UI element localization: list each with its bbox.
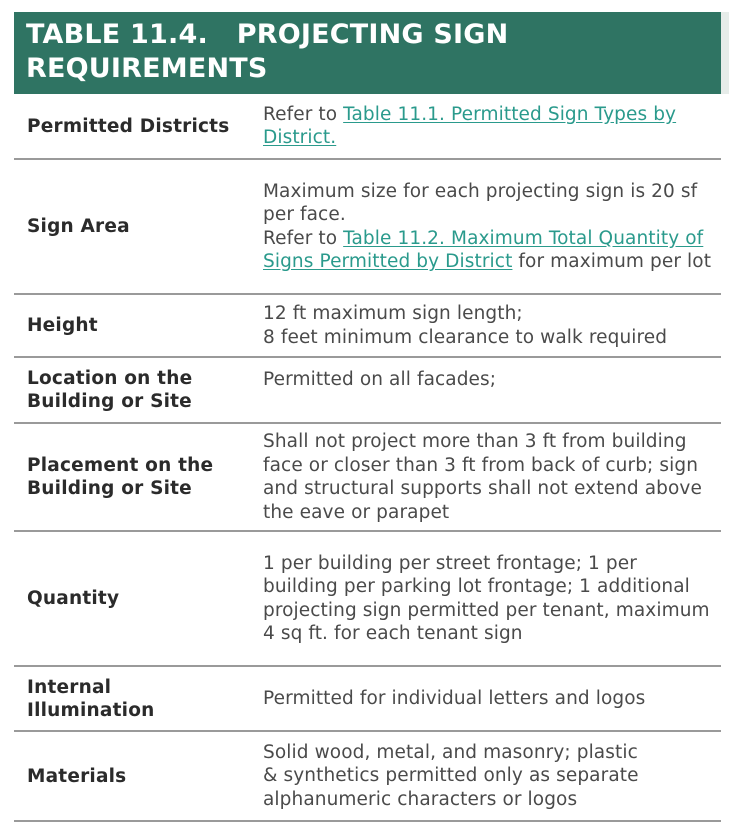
- row-label-internal-illumination: [14, 676, 263, 722]
- table-row-quantity: [14, 532, 721, 667]
- table-title-bar: [14, 12, 721, 94]
- link-table-11-2[interactable]: Table 11.2. Maximum Total Quantity of Signs Permitted by District: [263, 227, 704, 272]
- row-label-line: Building or Site: [27, 478, 192, 499]
- table-row-materials: [14, 732, 721, 822]
- row-label-line: Location on the: [27, 368, 193, 389]
- table-row-permitted-districts: [14, 94, 721, 160]
- table-row-location: [14, 358, 721, 424]
- row-content-height: [263, 302, 721, 349]
- row-text: 12 ft maximum sign length;: [263, 303, 523, 324]
- row-label-quantity: Quantity: [27, 588, 120, 609]
- row-content-permitted-districts: [263, 103, 721, 150]
- row-text: 8 feet minimum clearance to walk required: [263, 326, 668, 348]
- row-label-location: [14, 367, 263, 413]
- table-row-sign-area: [14, 160, 721, 295]
- link-table-11-1[interactable]: Table 11.1. Permitted Sign Types by District.: [263, 103, 677, 148]
- row-text: Refer to: [263, 103, 344, 125]
- table-row-internal-illumination: [14, 667, 721, 732]
- projecting-sign-table: [14, 12, 721, 822]
- row-label-line: Illumination: [27, 699, 155, 721]
- row-text: alphanumeric characters or logos: [263, 788, 578, 810]
- row-label-line: Placement on the: [27, 455, 214, 476]
- table-title-line-1: TABLE 11.4. PROJECTING SIGN: [26, 19, 509, 50]
- row-label-line: Building or Site: [27, 391, 192, 412]
- row-content-materials: [263, 741, 721, 812]
- table-row-placement: [14, 424, 721, 532]
- row-content-sign-area: [263, 180, 721, 274]
- row-text: Refer to: [263, 227, 344, 249]
- row-text: for maximum per lot: [512, 251, 712, 272]
- row-label-materials: Materials: [27, 765, 127, 787]
- row-content-location: Permitted on all facades;: [263, 369, 497, 390]
- table-title-line-2: REQUIREMENTS: [26, 53, 268, 84]
- row-label-permitted-districts: Permitted Districts: [27, 115, 230, 137]
- row-label-height: Height: [27, 315, 98, 336]
- row-content-quantity: 1 per building per street frontage; 1 per building per parking lot frontage; 1 additional projecting sign permitted per tenant, maximum 4 sq ft. for each tenant sign: [263, 552, 710, 644]
- row-text: Solid wood, metal, and masonry; plastic: [263, 741, 638, 763]
- row-text: & synthetics permitted only as separate: [263, 765, 639, 787]
- row-label-line: Internal: [27, 676, 112, 698]
- table-row-height: [14, 295, 721, 358]
- row-label-sign-area: Sign Area: [27, 216, 130, 237]
- row-text: Maximum size for each projecting sign is 20 sf per face.: [263, 180, 698, 225]
- row-content-internal-illumination: Permitted for individual letters and logos: [263, 687, 646, 709]
- row-content-placement: Shall not project more than 3 ft from building face or closer than 3 ft from back of curb; sign and structural supports shall not extend above the eave or parapet: [263, 431, 702, 523]
- row-label-placement: [14, 454, 263, 500]
